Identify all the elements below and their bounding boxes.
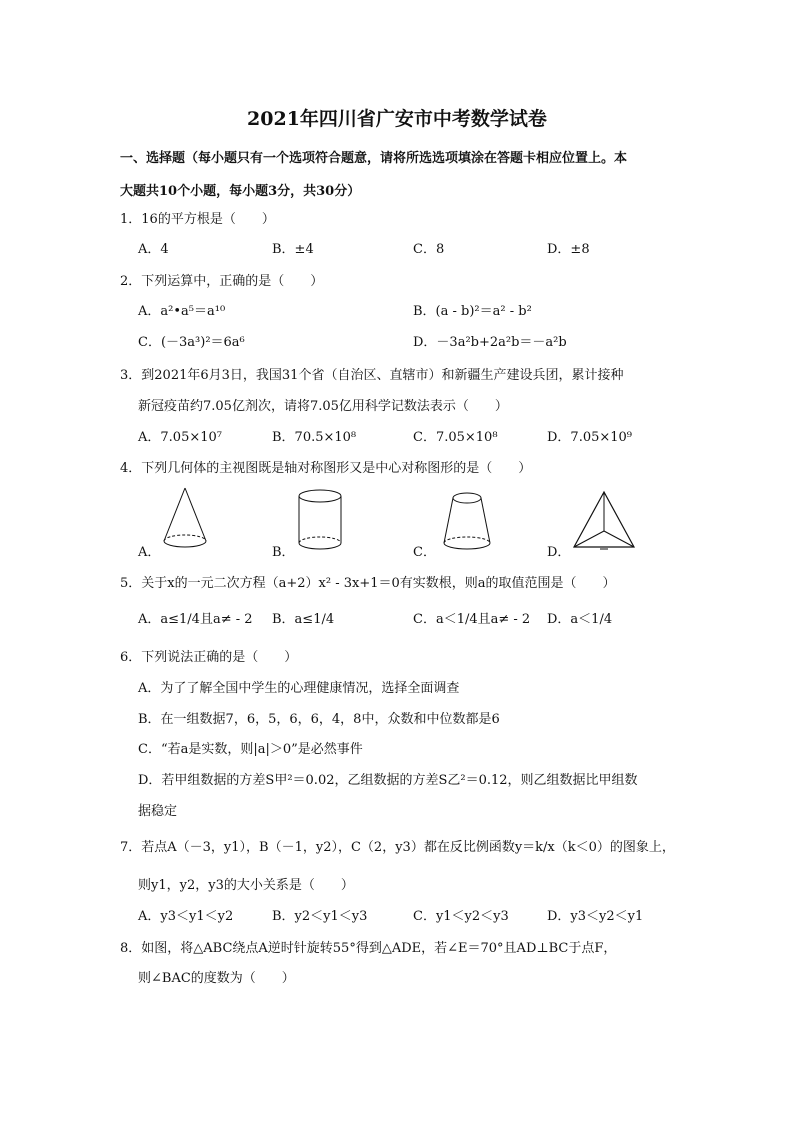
q1-stem: 1．16的平方根是（ ） (120, 212, 275, 227)
q7-option-d: D．y3＜y2＜y1 (547, 909, 644, 924)
q7-stem-line1: 7．若点A（－3，y1），B（－1，y2），C（2，y3）都在反比例函数y＝k/x（k＜0）的图象上， (120, 840, 675, 855)
page-title: 2021年四川省广安市中考数学试卷 (247, 108, 547, 130)
pyramid-figure (570, 489, 638, 553)
q1-option-c: C．8 (413, 242, 445, 257)
q4-option-d: D． (547, 545, 571, 560)
q8-stem-line1: 8．如图，将△ABC绕点A逆时针旋转55°得到△ADE，若∠E＝70°且AD⊥BC于点F， (120, 941, 617, 956)
q6-option-a: A．为了了解全国中学生的心理健康情况，选择全面调查 (138, 681, 460, 696)
q2-option-b: B．(a - b)²＝a² - b² (413, 304, 532, 319)
q2-option-a: A．a²•a⁵＝a¹⁰ (138, 304, 226, 319)
q3-option-d: D．7.05×10⁹ (547, 430, 633, 445)
q6-option-c: C．“若a是实数，则|a|＞0”是必然事件 (138, 742, 363, 757)
q6-stem: 6．下列说法正确的是（ ） (120, 650, 298, 665)
q2-option-c: C．(－3a³)²＝6a⁶ (138, 335, 245, 350)
q3-stem-line2: 新冠疫苗约7.05亿剂次，请将7.05亿用科学记数法表示（ ） (138, 399, 508, 414)
q4-stem: 4．下列几何体的主视图既是轴对称图形又是中心对称图形的是（ ） (120, 461, 532, 476)
q4-option-c: C． (413, 545, 436, 560)
q6-option-d-line2: 据稳定 (138, 804, 178, 819)
section-heading-line2: 大题共10个小题，每小题3分，共30分） (120, 184, 361, 199)
q7-option-c: C．y1＜y2＜y3 (413, 909, 509, 924)
q8-stem-line2: 则∠BAC的度数为（ ） (138, 971, 295, 986)
q7-option-a: A．y3＜y1＜y2 (138, 909, 234, 924)
q5-option-a: A．a≤1/4且a≠ - 2 (138, 612, 253, 627)
q6-option-b: B．在一组数据7，6，5，6，6，4，8中，众数和中位数都是6 (138, 712, 500, 727)
cone-figure (158, 485, 214, 555)
q4-option-b: B． (272, 545, 295, 560)
q3-stem-line1: 3．到2021年6月3日，我国31个省（自治区、直辖市）和新疆生产建设兵团，累计接种 (120, 368, 624, 383)
q3-option-b: B．70.5×10⁸ (272, 430, 357, 445)
q6-option-d-line1: D．若甲组数据的方差S甲²＝0.02，乙组数据的方差S乙²＝0.12，则乙组数据比甲组数 (138, 773, 638, 788)
q7-option-b: B．y2＜y1＜y3 (272, 909, 368, 924)
q2-option-d: D．－3a²b+2a²b＝－a²b (413, 335, 567, 350)
frustum-figure (438, 487, 496, 555)
q2-stem: 2．下列运算中，正确的是（ ） (120, 274, 324, 289)
section-heading-line1: 一、选择题（每小题只有一个选项符合题意，请将所选选项填涂在答题卡相应位置上。本 (120, 151, 628, 166)
q1-option-a: A．4 (138, 242, 169, 257)
q5-option-d: D．a＜1/4 (547, 612, 613, 627)
cylinder-figure (294, 487, 346, 555)
q1-option-d: D．±8 (547, 242, 590, 257)
q5-option-c: C．a＜1/4且a≠ - 2 (413, 612, 531, 627)
q3-option-c: C．7.05×10⁸ (413, 430, 498, 445)
q5-option-b: B．a≤1/4 (272, 612, 335, 627)
q1-option-b: B．±4 (272, 242, 314, 257)
q4-option-a: A． (138, 545, 161, 560)
q3-option-a: A．7.05×10⁷ (138, 430, 222, 445)
q5-stem: 5．关于x的一元二次方程（a+2）x² - 3x+1＝0有实数根，则a的取值范围是（ ） (120, 576, 616, 591)
q7-stem-line2: 则y1，y2，y3的大小关系是（ ） (138, 878, 354, 893)
